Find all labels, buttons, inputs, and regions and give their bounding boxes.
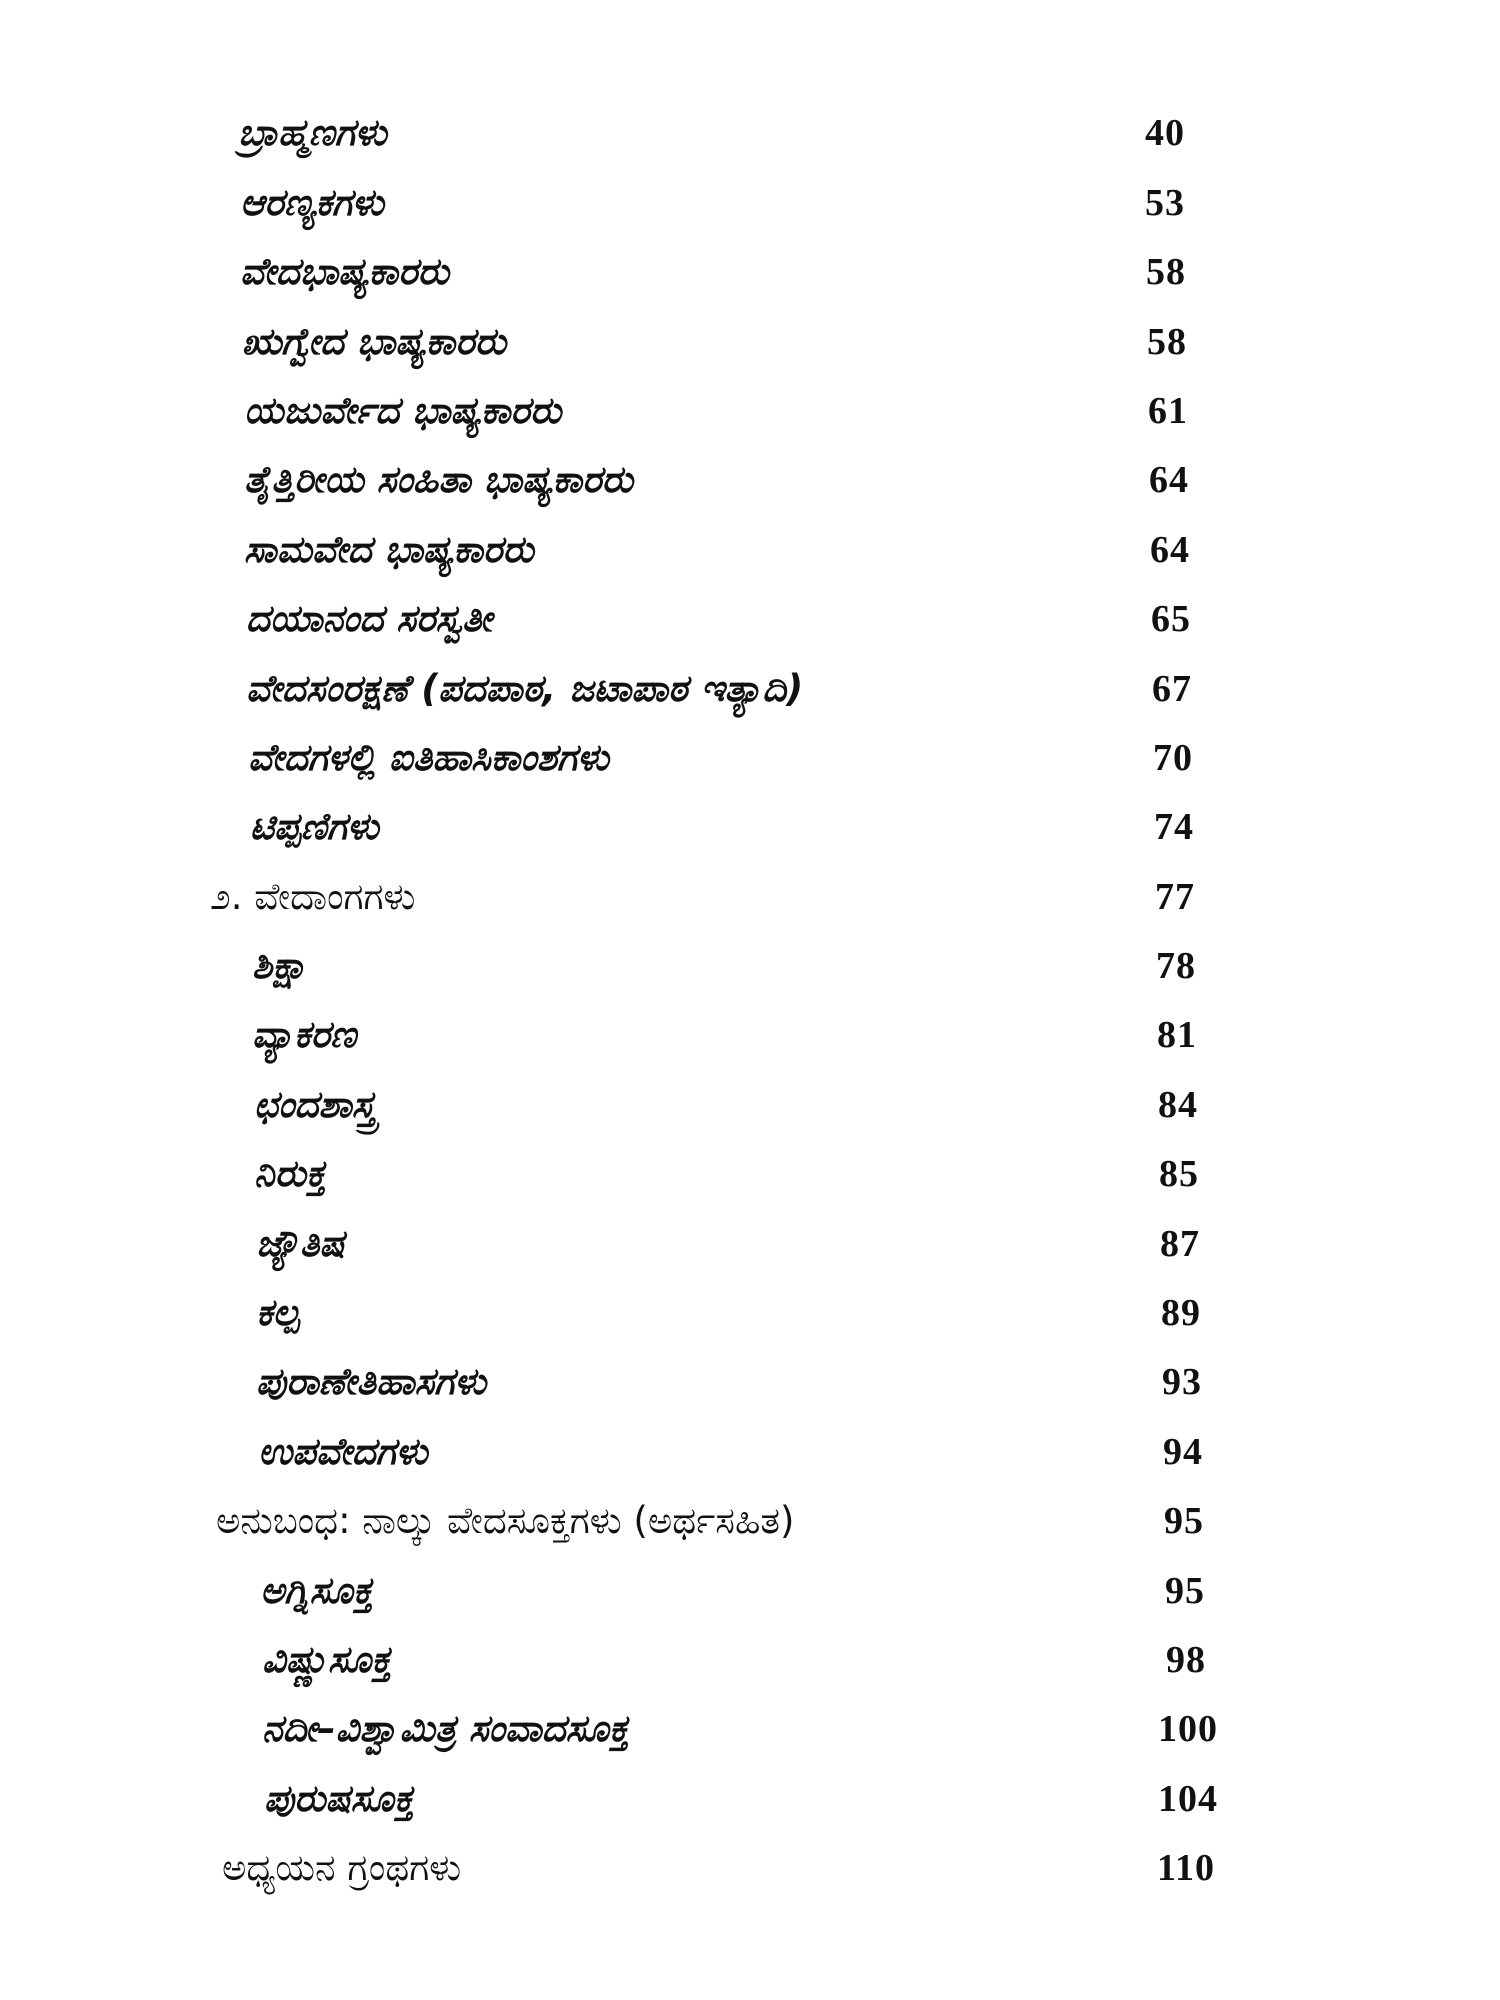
toc-entry: [0, 933, 1500, 1002]
toc-entry-title: ಶಿಕ್ಷಾ: [252, 944, 308, 988]
toc-entry: [0, 1835, 1500, 1904]
toc-entry-title: ಉಪವೇದಗಳು: [258, 1429, 428, 1473]
toc-entry-title: ಜ್ಯೌತಿಷ: [256, 1221, 345, 1265]
toc-entry: [0, 100, 1500, 169]
toc-entry: [0, 169, 1500, 238]
toc-entry-title: ವೇದಸಂರಕ್ಷಣೆ (ಪದಪಾಠ, ಜಟಾಪಾಠ ಇತ್ಯಾದಿ): [246, 666, 804, 710]
toc-entry: [0, 725, 1500, 794]
toc-entry-page-number: 67: [1152, 667, 1192, 710]
toc-entry-title: ವೇದಗಳಲ್ಲಿ ಐತಿಹಾಸಿಕಾಂಶಗಳು: [248, 735, 609, 779]
toc-entry: [0, 586, 1500, 655]
toc-entry-page-number: 95: [1164, 1500, 1204, 1543]
toc-entry-title: ಪುರಾಣೇತಿಹಾಸಗಳು: [256, 1360, 487, 1404]
toc-entry-title: ವ್ಯಾಕರಣ: [252, 1013, 357, 1057]
toc-entry-page-number: 94: [1163, 1430, 1203, 1473]
toc-entry: [0, 863, 1500, 932]
toc-entry-page-number: 81: [1157, 1014, 1197, 1057]
toc-entry: [0, 447, 1500, 516]
toc-entry: [0, 1488, 1500, 1557]
toc-entry: [0, 1418, 1500, 1487]
toc-entry-title: ಅಧ್ಯಯನ ಗ್ರಂಥಗಳು: [222, 1846, 462, 1890]
toc-entry-page-number: 78: [1156, 945, 1196, 988]
toc-entry-page-number: 65: [1151, 598, 1191, 641]
toc-entry-title: ಬ್ರಾಹ್ಮಣಗಳು: [238, 111, 387, 155]
toc-entry-page-number: 58: [1146, 251, 1186, 294]
toc-entry: [0, 1349, 1500, 1418]
toc-entry-title: ೨. ವೇದಾಂಗಗಳು: [210, 874, 416, 918]
toc-entry-page-number: 85: [1159, 1153, 1199, 1196]
toc-entry-page-number: 77: [1155, 875, 1195, 918]
toc-entry-page-number: 95: [1165, 1569, 1205, 1612]
toc-entry-title: ಟಿಪ್ಪಣಿಗಳು: [250, 805, 379, 849]
toc-entry-page-number: 104: [1158, 1777, 1218, 1820]
toc-entry: [0, 1210, 1500, 1279]
toc-entry-title: ವೇದಭಾಷ್ಯಕಾರರು: [240, 250, 450, 294]
toc-entry-page-number: 74: [1154, 806, 1194, 849]
toc-entry-page-number: 53: [1145, 181, 1185, 224]
toc-entry-title: ಅಗ್ನಿಸೂಕ್ತ: [260, 1568, 373, 1612]
toc-entry-title: ಕಲ್ಪ: [256, 1291, 300, 1335]
toc-entry-title: ಛಂದಶಾಸ್ತ್ರ: [254, 1082, 376, 1126]
toc-entry-page-number: 98: [1166, 1638, 1206, 1681]
toc-entry: [0, 1765, 1500, 1834]
toc-entry-page-number: 87: [1160, 1222, 1200, 1265]
toc-entry-page-number: 93: [1162, 1361, 1202, 1404]
toc-entry-title: ಸಾಮವೇದ ಭಾಷ್ಯಕಾರರು: [244, 527, 534, 571]
toc-entry-title: ಋಗ್ವೇದ ಭಾಷ್ಯಕಾರರು: [242, 319, 507, 363]
toc-entry-title: ವಿಷ್ಣುಸೂಕ್ತ: [262, 1637, 392, 1681]
table-of-contents: [0, 100, 1500, 1904]
toc-entry: [0, 378, 1500, 447]
toc-entry-page-number: 84: [1158, 1083, 1198, 1126]
toc-entry: [0, 1071, 1500, 1140]
toc-entry-page-number: 40: [1145, 112, 1185, 155]
toc-entry-page-number: 110: [1157, 1847, 1215, 1890]
toc-entry: [0, 1141, 1500, 1210]
toc-entry-title: ಅನುಬಂಧ: ನಾಲ್ಕು ವೇದಸೂಕ್ತಗಳು (ಅರ್ಥಸಹಿತ): [216, 1499, 795, 1543]
toc-entry: [0, 308, 1500, 377]
toc-entry: [0, 1002, 1500, 1071]
toc-entry-title: ಆರಣ್ಯಕಗಳು: [240, 180, 384, 224]
toc-entry: [0, 1627, 1500, 1696]
toc-entry-title: ಪುರುಷಸೂಕ್ತ: [264, 1776, 414, 1820]
toc-entry: [0, 516, 1500, 585]
toc-entry-page-number: 100: [1158, 1708, 1218, 1751]
toc-entry-title: ನಿರುಕ್ತ: [254, 1152, 326, 1196]
toc-entry-title: ಯಜುರ್ವೇದ ಭಾಷ್ಯಕಾರರು: [244, 388, 562, 432]
toc-entry: [0, 1280, 1500, 1349]
toc-entry-title: ನದೀ–ವಿಶ್ವಾಮಿತ್ರ ಸಂವಾದಸೂಕ್ತ: [262, 1707, 629, 1751]
toc-entry-page-number: 64: [1149, 459, 1189, 502]
toc-entry-title: ದಯಾನಂದ ಸರಸ್ವತೀ: [246, 597, 493, 641]
toc-entry-page-number: 89: [1161, 1292, 1201, 1335]
toc-entry: [0, 1696, 1500, 1765]
toc-entry: [0, 1557, 1500, 1626]
toc-entry-page-number: 64: [1150, 528, 1190, 571]
toc-entry-page-number: 58: [1147, 320, 1187, 363]
toc-entry-title: ತೈತ್ತಿರೀಯ ಸಂಹಿತಾ ಭಾಷ್ಯಕಾರರು: [244, 458, 633, 502]
toc-entry-page-number: 61: [1148, 389, 1188, 432]
toc-entry: [0, 239, 1500, 308]
toc-entry-page-number: 70: [1153, 736, 1193, 779]
toc-entry: [0, 794, 1500, 863]
toc-entry: [0, 655, 1500, 724]
